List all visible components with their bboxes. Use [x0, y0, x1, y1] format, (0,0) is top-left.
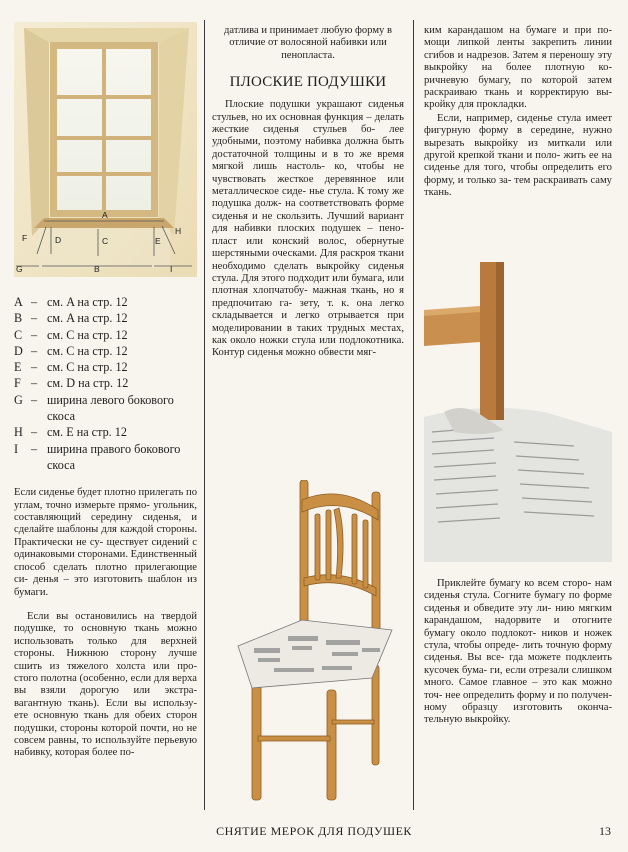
wooden-post-shadow [496, 262, 504, 420]
line: шерстяными оческами. Для раскроя [212, 248, 376, 260]
line: денья – это изготовить шаблон из [33, 574, 197, 586]
line: нужно вырезать выкройку из миткали [424, 125, 612, 149]
column-middle [212, 25, 404, 360]
line: или бумага, или плотная хлопчатобу- [212, 272, 404, 297]
line: отличие от волосяной набивки или [229, 37, 387, 49]
chair-spindle [315, 514, 320, 580]
newspaper-surface [424, 408, 612, 562]
col1-paragraph-1 [14, 487, 197, 599]
line: зету, т. к. она легко складывается и [212, 297, 404, 322]
line: на соответствовать форме сиденья и [212, 198, 404, 222]
line: Плоские подушки украшают сиденья [225, 99, 404, 111]
line: нию мягким карандашом, надорвите [424, 602, 613, 627]
column-left [14, 20, 197, 760]
chair-stretcher [332, 720, 374, 724]
chair-back-leg [372, 665, 379, 765]
line: или другой крепкой ткани и поло- [424, 137, 612, 162]
line: жить ее на сиденье для того, чтобы [424, 150, 613, 174]
line: нее определить форму и по получен- [445, 689, 612, 701]
chair-stretcher [258, 736, 330, 741]
line: определить его форму, и только за- [424, 162, 612, 186]
page-number: 13 [599, 824, 611, 838]
line: Контур сиденья можно обвести мяг- [212, 347, 377, 359]
col1-paragraph-2 [14, 611, 197, 760]
line: пласт или конский волос, обернутые [212, 235, 404, 247]
chair-front-leg [252, 685, 261, 800]
chair-splat [334, 508, 343, 578]
line: стульев, но их основная функция – [212, 111, 372, 123]
legend-row: скоса [47, 409, 76, 424]
label-i: I [170, 264, 173, 274]
chair-spindle [363, 520, 368, 588]
line: не скользить. Лучший вариант для [212, 210, 404, 235]
line: сторонами. Единственный способ [14, 549, 197, 573]
label-f: F [22, 233, 28, 243]
line: ников и ножек стула, чтобы опреде- [424, 627, 612, 652]
line: лее удобными, поэтому набивка [212, 124, 404, 148]
legend-row: A – см. A на стр. 12 [14, 295, 128, 309]
line: Если, например, сиденье стула [437, 112, 582, 124]
line: делать жесткие сиденья стульев бо- [212, 111, 404, 136]
col2-body [212, 99, 404, 360]
line: сшить из тяжелого холста или про- [14, 660, 197, 672]
line: по углам, точно измерьте прямо- [14, 487, 197, 511]
line: сгибов и надрезов. Затем я переношу [424, 49, 595, 61]
line: раскраиваю ткань и корректирую вы- [424, 87, 612, 99]
label-b: B [94, 264, 100, 274]
line: мощи липкой ленты закрепить линии [424, 37, 612, 49]
line: имеет фигурную форму в середине, [424, 112, 612, 137]
line: по форме сиденья и обведите эту ли- [424, 590, 612, 614]
line: ги, если отрезали слишком много. [424, 664, 612, 689]
line: нье стула. К тому же подушка долж- [212, 186, 404, 210]
section-heading: ПЛОСКИЕ ПОДУШКИ [229, 74, 387, 91]
col3-paragraph-2 [424, 113, 612, 200]
col2-continuation [212, 25, 404, 62]
line: сиденья, и сделайте шаблоны для [14, 512, 197, 536]
line: ете основную ткань для обеих сторон [14, 710, 197, 722]
line: пенопласта. [281, 49, 335, 61]
legend-row: E – см. C на стр. 12 [14, 360, 128, 375]
line: ножки стула или подлокотника. [259, 334, 404, 346]
line: деревянное или металлическое сиде- [212, 173, 404, 198]
line: гда можете подклеить кусочек бума- [424, 652, 612, 676]
label-c: C [102, 236, 109, 246]
line: ко, чтобы не чувствовать жесткое [212, 161, 404, 185]
line: использовать только для верхней [14, 635, 197, 647]
line: лить точную форму сиденья. Вы все- [424, 640, 612, 664]
chair-spindle [326, 510, 331, 580]
chair-illustration [222, 480, 412, 805]
line: угольник, составляющий середину [14, 499, 197, 524]
line: набивки плоских подушек – пено- [234, 223, 404, 235]
label-h: H [175, 226, 182, 236]
line: вагантную ткань). Если вы использу- [14, 697, 197, 709]
line: стороны. Нижнюю сторону лучше [14, 648, 197, 660]
line: подушке, то основную ткань можно [14, 623, 197, 635]
column-divider [204, 20, 205, 810]
measurement-legend [14, 294, 197, 473]
line: не совсем равны, то используйте [14, 722, 198, 746]
running-footer-title: СНЯТИЕ МЕРОК ДЛЯ ПОДУШЕК [216, 824, 412, 838]
line: Если сиденье будет плотно прилегать [14, 487, 184, 499]
column-right-lower [424, 578, 612, 727]
line: верха вы взяли дорогую или экстра- [14, 672, 197, 697]
line: нам сиденья стула. Согните бумагу [424, 578, 612, 602]
line: подушки, стороны которой почти, но [14, 722, 184, 734]
post-paper-illustration [424, 262, 612, 562]
line: Приклейте бумагу ко всем сторо- [437, 578, 592, 589]
legend-row: I – ширина правого бокового [14, 441, 181, 456]
line: каждой стороны. Практически не су- [14, 524, 197, 548]
line: тельную выкройку. [424, 714, 511, 726]
line: кройку для прокладки. [424, 99, 527, 111]
line: легко отрывается при моделировании [212, 310, 404, 334]
chair-spindle [352, 514, 357, 584]
line: ному образцу изготовить оконча- [424, 702, 612, 714]
chair-seat-paper [238, 620, 392, 688]
legend-row: скоса [47, 457, 76, 472]
legend-row: D – см. C на стр. 12 [14, 343, 128, 358]
line: в таких трудных местах, как около [212, 322, 404, 346]
line: бумаги. [14, 586, 49, 598]
col3-paragraph-1 [424, 25, 612, 112]
line: ричневую бумагу, по которой затем [424, 74, 612, 86]
line: ществует сидений с одинаковыми [14, 536, 197, 561]
chair-front-leg [327, 690, 336, 800]
col3-paragraph-3 [424, 578, 612, 727]
line: ким карандашом на бумаге и при по- [424, 25, 612, 36]
line: Самое главное – это как можно точ- [424, 677, 612, 701]
line: эту выкройку на более плотную ко- [424, 49, 612, 74]
column-divider [413, 20, 414, 810]
line: мажная ткань, но я предпочитаю га- [212, 285, 404, 309]
label-a: A [102, 210, 108, 220]
label-e: E [155, 236, 161, 246]
legend-row: C – см. C на стр. 12 [14, 327, 128, 342]
line: ткани необходимо сделать выкройку [212, 248, 404, 272]
line: Если вы остановились на твердой [27, 610, 197, 622]
legend-row: H – см. E на стр. 12 [14, 425, 127, 440]
label-g: G [16, 264, 23, 274]
line: перьевую набивку, которая более по- [14, 734, 198, 759]
legend-row: G – ширина левого бокового [14, 392, 174, 407]
line: в то же время мягкой лишь настоль- [212, 148, 404, 173]
line: сиденья стула. Для этого подходит [212, 260, 404, 284]
label-d: D [55, 235, 62, 245]
line: и отогните бумагу около подлокот- [424, 615, 612, 639]
line: датлива и принимает любую форму в [224, 25, 392, 36]
legend-row: B – см. A на стр. 12 [14, 311, 128, 326]
line: сделать плотно прилегающие си- [14, 561, 198, 586]
legend-row: F – см. D на стр. 12 [14, 376, 129, 391]
line: должна быть достаточной толщины и [212, 136, 404, 160]
line: тем раскраивать саму ткань. [424, 174, 612, 199]
line: стого полотна (особенно, если для [14, 672, 170, 684]
column-right [424, 25, 612, 200]
